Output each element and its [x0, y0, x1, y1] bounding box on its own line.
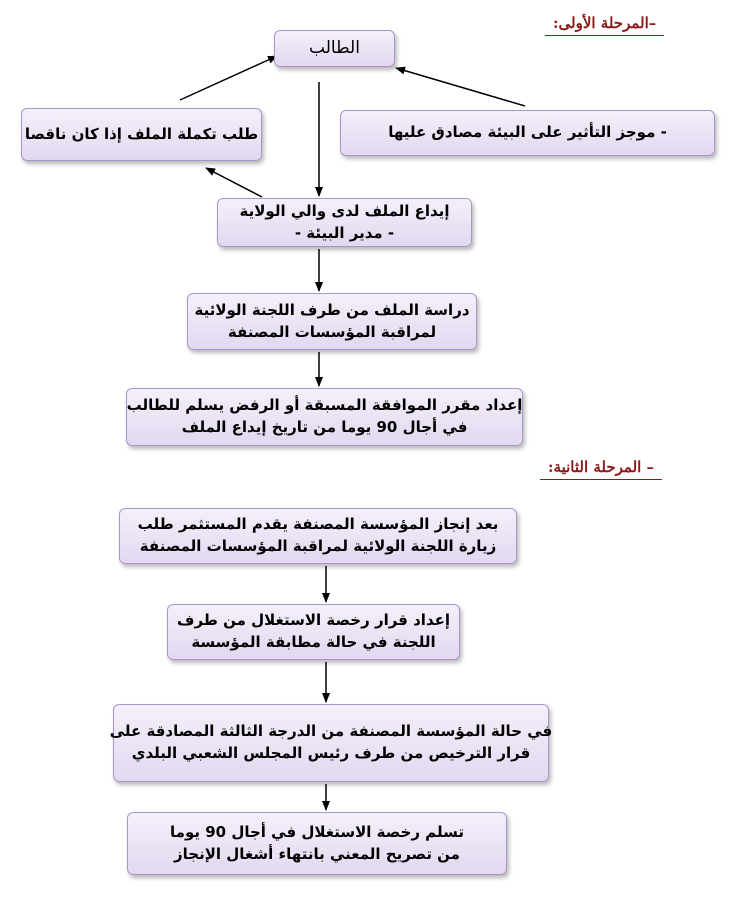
visit-line-2: زيارة اللجنة الولائية لمراقبة المؤسسات المصنفة	[139, 537, 497, 555]
visit-line-1: بعد إنجاز المؤسسة المصنفة يقدم المستثمر طلب	[137, 515, 499, 534]
arrow-complete-to-applicant	[180, 56, 277, 100]
deposit-box	[217, 198, 472, 247]
visit-request-box	[119, 508, 517, 564]
arrow-deposit-to-complete	[206, 168, 262, 197]
permit-decision-box	[167, 604, 460, 660]
applicant-box	[274, 30, 395, 67]
third-class-line-2: قرار الترخيص من طرف رئيس المجلس الشعبي البلدي	[131, 744, 531, 762]
stage-second-label: – المرحلة الثانية:	[548, 458, 654, 476]
decision-line-2: في أجال 90 يوما من تاريخ إيداع الملف	[181, 418, 468, 436]
deposit-line-1: إيداع الملف لدى والي الولاية	[239, 201, 450, 220]
permit-line-1: إعداد قرار رخصة الاستغلال من طرف	[177, 611, 450, 630]
decision-box	[126, 388, 523, 446]
delivery-line-2: من تصريح المعني بانتهاء أشغال الإنجاز	[174, 844, 460, 863]
complete-file-label: طلب تكملة الملف إذا كان ناقصا	[24, 124, 259, 143]
study-box	[187, 293, 477, 350]
impact-summary-box	[340, 110, 715, 156]
impact-summary-label: - موجز التأثير على البيئة مصادق عليها	[388, 123, 667, 142]
delivery-line-1: تسلم رخصة الاستغلال في أجال 90 يوما	[170, 822, 464, 841]
arrow-summary-to-applicant	[396, 68, 525, 106]
study-line-2: لمراقبة المؤسسات المصنفة	[227, 322, 437, 341]
permit-delivery-box	[127, 812, 507, 875]
third-class-line-1: في حالة المؤسسة المصنفة من الدرجة الثالثة المصادقة على	[109, 722, 553, 741]
third-class-box	[109, 704, 553, 782]
study-line-1: دراسة الملف من طرف اللجنة الولائية	[194, 300, 470, 319]
deposit-line-2: - مدير البيئة -	[294, 223, 395, 242]
complete-file-box	[21, 108, 262, 161]
permit-line-2: اللجنة في حالة مطابقة المؤسسة	[191, 633, 436, 651]
stage-first-label: –المرحلة الأولى:	[553, 14, 656, 32]
applicant-label: الطالب	[309, 38, 360, 59]
decision-line-1: إعداد مقرر الموافقة المسبقة أو الرفض يسلم للطالب	[126, 396, 523, 415]
